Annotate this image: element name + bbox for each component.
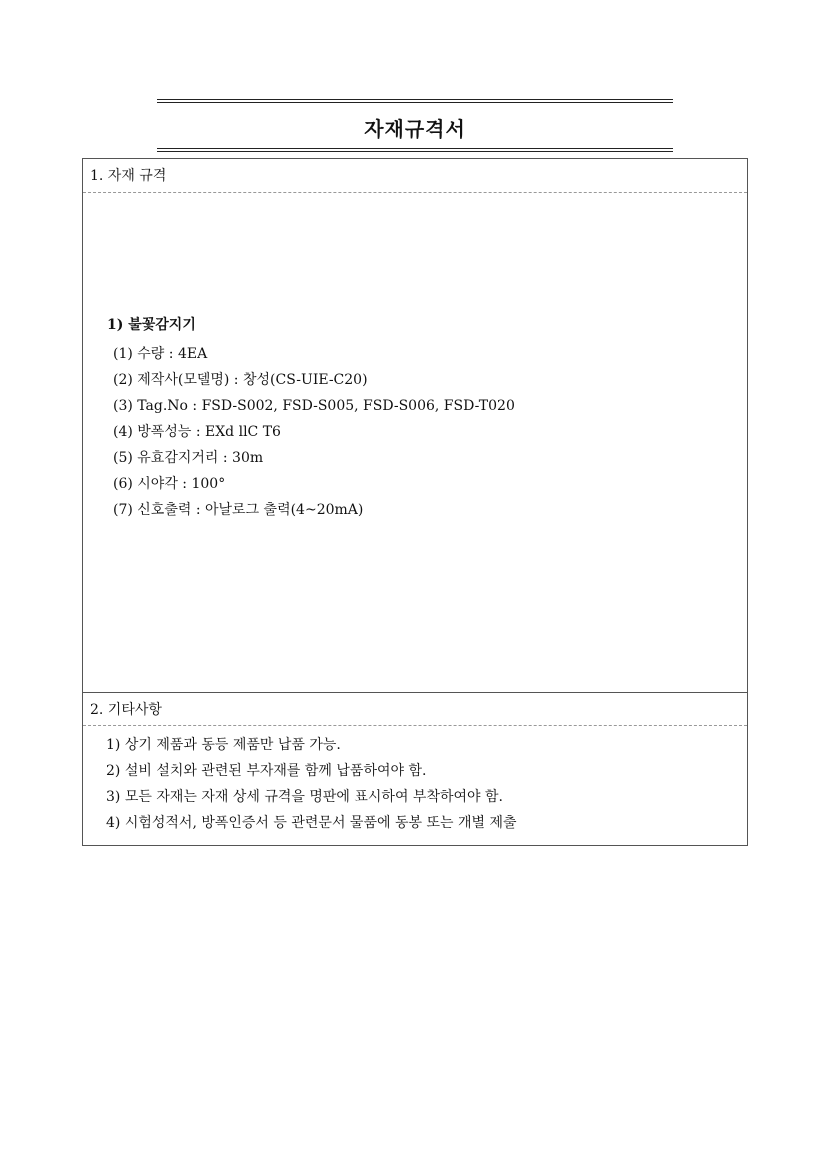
spec-view-angle: (6) 시야각 : 100°: [113, 476, 226, 492]
spec-manufacturer: (2) 제작사(모델명) : 창성(CS-UIE-C20): [113, 372, 368, 388]
title-block: [157, 99, 673, 153]
note-equivalent-products: 1) 상기 제품과 동등 제품만 납품 가능.: [106, 737, 341, 753]
spec-tag-no: (3) Tag.No : FSD-S002, FSD-S005, FSD-S006, FSD-T020: [113, 398, 515, 414]
spec-quantity: (1) 수량 : 4EA: [113, 346, 208, 362]
title-top-rule: [157, 99, 673, 103]
spec-detection-distance: (5) 유효감지거리 : 30m: [113, 450, 264, 466]
spec-explosion-proof: (4) 방폭성능 : EXd llC T6: [113, 424, 281, 440]
spec-list: [113, 341, 515, 523]
document-title: 자재규격서: [364, 117, 466, 141]
item-title-flame-detector: 1) 불꽃감지기: [107, 317, 196, 333]
note-nameplate: 3) 모든 자재는 자재 상세 규격을 명판에 표시하여 부착하여야 함.: [106, 789, 503, 805]
section1-heading: 1. 자재 규격: [83, 159, 747, 193]
section1-body: [83, 193, 747, 692]
title-bottom-rule: [157, 148, 673, 152]
note-accessories: 2) 설비 설치와 관련된 부자재를 함께 납품하여야 함.: [106, 763, 427, 779]
spec-signal-output: (7) 신호출력 : 아날로그 출력(4~20mA): [113, 502, 364, 518]
spec-table: [82, 158, 748, 846]
section2-heading: 2. 기타사항: [83, 692, 747, 726]
note-documents: 4) 시험성적서, 방폭인증서 등 관련문서 물품에 동봉 또는 개별 제출: [106, 815, 517, 831]
notes-list: [106, 732, 517, 836]
